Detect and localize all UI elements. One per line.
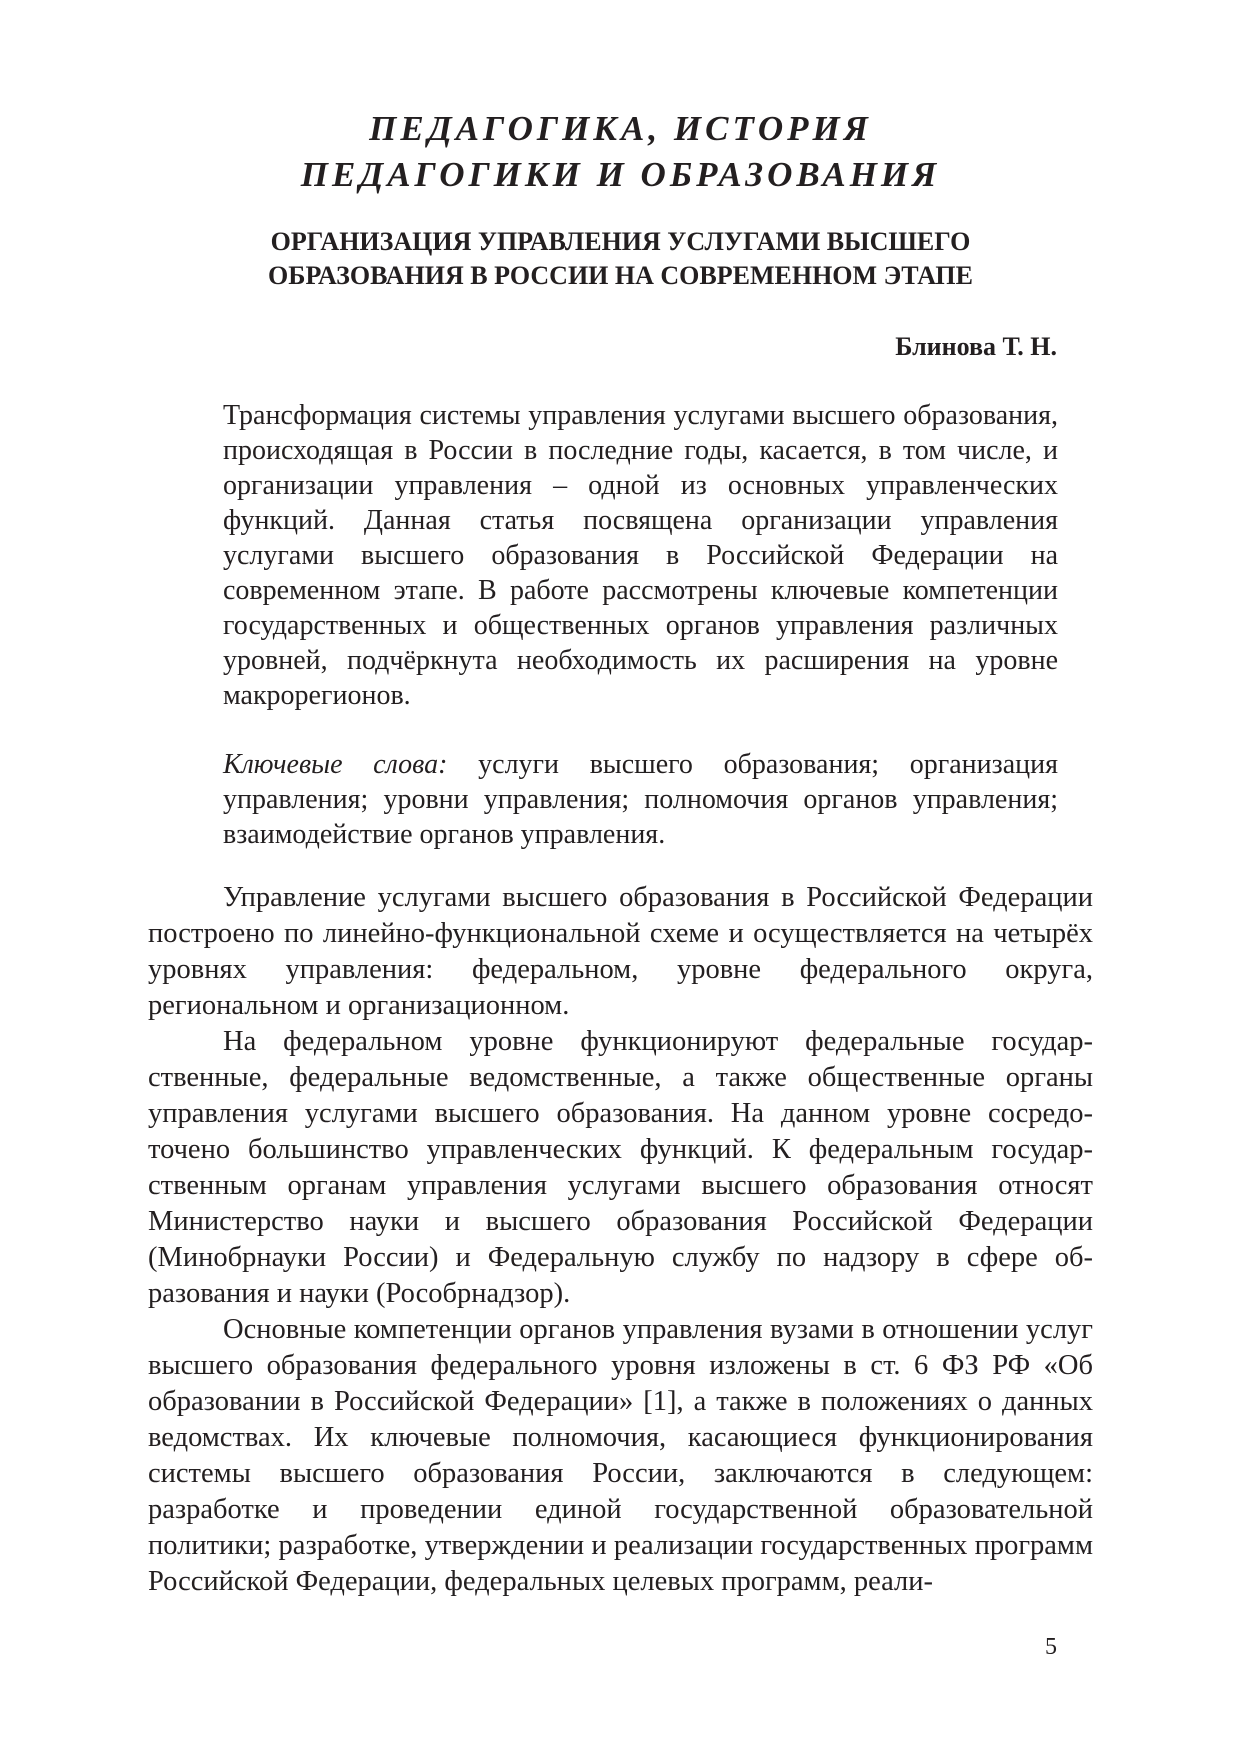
body-paragraph: На федеральном уровне функционируют федеральные государственные, федеральные ведомственные, а также общественные органы управления услугами высшего образования. На данном уровне сосредоточено большинство управленческих функций. К федеральным государственным органам управления услугами высшего образования относят Министерство науки и высшего образования Российской Федерации (Минобрнауки России) и Федеральную службу по надзору в сфере образования и науки (Рособрнадзор). — [148, 1026, 1093, 1309]
article-title-line-2: ОБРАЗОВАНИЯ В РОССИИ НА СОВРЕМЕННОМ ЭТАПЕ — [268, 261, 973, 290]
page-number: 5 — [1045, 1634, 1057, 1660]
article-title-line-1: ОРГАНИЗАЦИЯ УПРАВЛЕНИЯ УСЛУГАМИ ВЫСШЕГО — [270, 227, 971, 256]
article-title — [148, 225, 1093, 293]
article-body — [148, 880, 1093, 1600]
keywords-text: услуги высшего образования; организация управления; уровни управления; полномочия органов управления; взаимодействие органов управления. — [223, 749, 1058, 850]
section-title-line-2: ПЕДАГОГИКИ И ОБРАЗОВАНИЯ — [300, 155, 941, 194]
author-name: Блинова Т. Н. — [895, 332, 1057, 361]
document-page — [148, 0, 1093, 1754]
section-title-line-1: ПЕДАГОГИКА, ИСТОРИЯ — [369, 109, 872, 148]
body-paragraph: Управление услугами высшего образования в Российской Федерации построено по линейно-функциональной схеме и осуществляется на четырёх уровнях управления: федеральном, уровне федерального округа, региональном и организационном. — [148, 882, 1093, 1021]
keywords — [223, 747, 1058, 852]
keywords-label: Ключевые слова: — [223, 749, 448, 780]
abstract: Трансформация системы управления услугами высшего образования, происходящая в России в последние годы, касается, в том числе, и организации управления – одной из основных управленческих функций. Данная статья посвящена организации управления услугами высшего образования в Российской Федерации на современном этапе. В работе рассмотрены ключевые компетенции государственных и общественных органов управления различных уровней, подчёркнута необходимость их расширения на уровне макрорегионов. — [223, 400, 1058, 711]
body-paragraph: Основные компетенции органов управления вузами в отношении услуг высшего образования федерального уровня изложены в ст. 6 ФЗ РФ «Об образовании в Российской Федерации» [1], а также в положениях о данных ведомствах. Их ключевые полномочия, касающиеся функционирования системы высшего образования России, заключаются в следующем: разработке и проведении единой государственной образовательной политики; разработке, утверждении и реализации государственных программ Российской Федерации, федеральных целевых программ, реали- — [148, 1314, 1093, 1597]
section-title — [148, 106, 1093, 198]
